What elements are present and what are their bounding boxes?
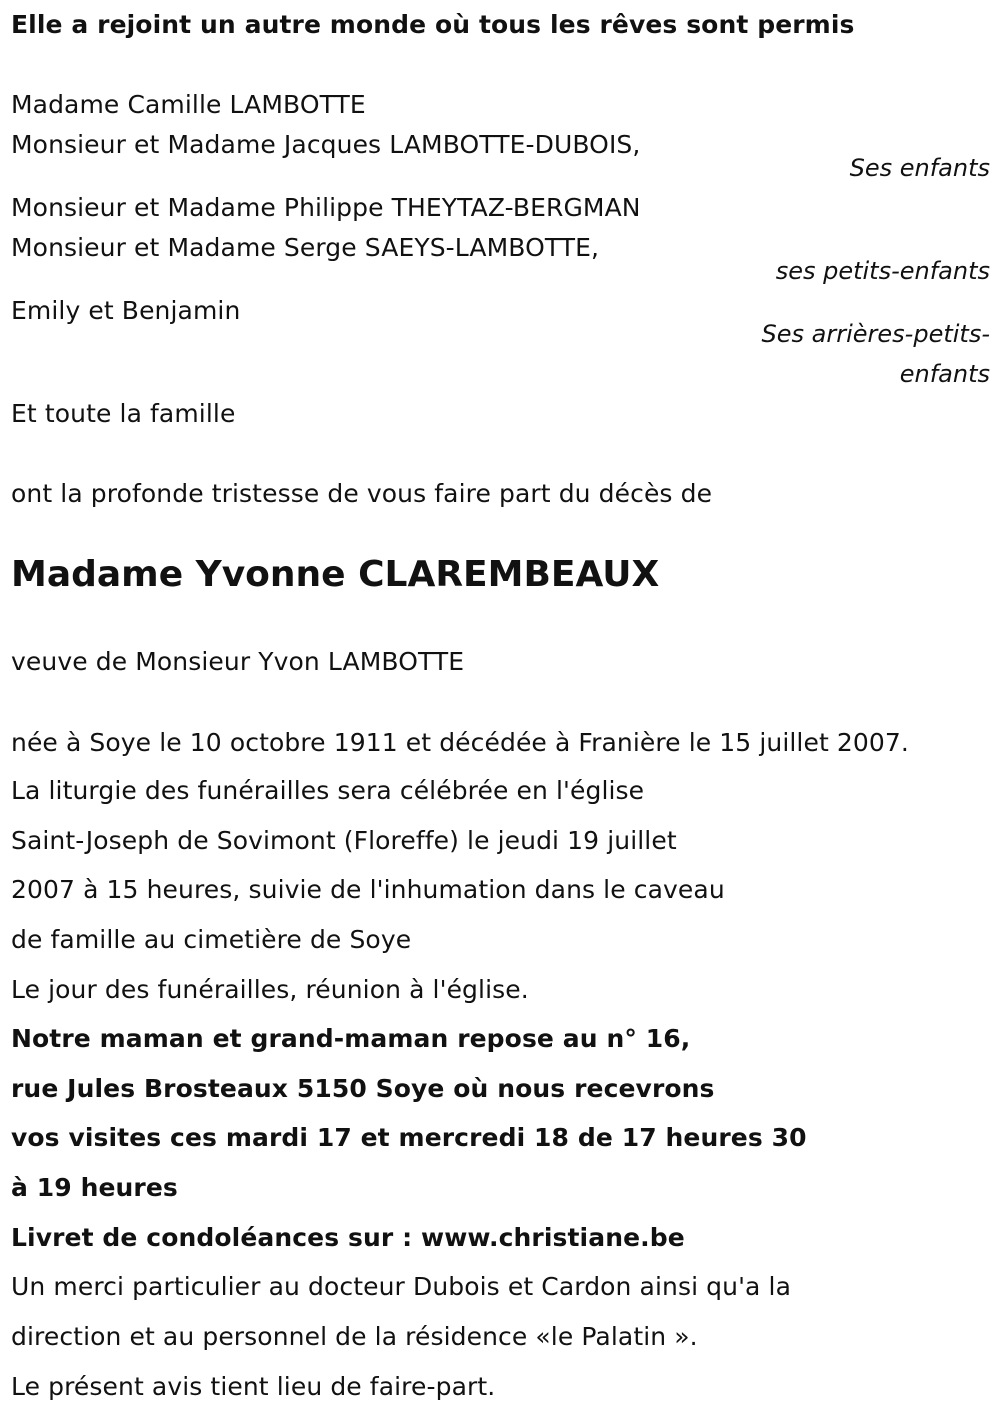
- epitaph-heading: Elle a rejoint un autre monde où tous les rêves sont permis: [11, 10, 855, 39]
- family-great-grandchildren: Emily et Benjamin: [11, 296, 241, 325]
- grandchildren-role-label: ses petits-enfants: [775, 257, 990, 285]
- detail-line-5: de famille au cimetière de Soye: [11, 925, 412, 954]
- visitation-line-3: vos visites ces mardi 17 et mercredi 18 de 17 heures 30: [11, 1123, 807, 1152]
- all-family-line: Et toute la famille: [11, 399, 236, 428]
- condolences-link-line[interactable]: Livret de condoléances sur : www.christiane.be: [11, 1223, 685, 1252]
- visitation-line-2: rue Jules Brosteaux 5150 Soye où nous recevrons: [11, 1074, 715, 1103]
- detail-line-3: Saint-Joseph de Sovimont (Floreffe) le jeudi 19 juillet: [11, 826, 677, 855]
- family-child-1: Madame Camille LAMBOTTE: [11, 90, 366, 119]
- deceased-name: Madame Yvonne CLAREMBEAUX: [11, 554, 660, 595]
- thanks-line-1: Un merci particulier au docteur Dubois et Cardon ainsi qu'a la: [11, 1272, 791, 1301]
- children-role-label: Ses enfants: [849, 154, 990, 182]
- great-grandchildren-role-label-line2: enfants: [899, 360, 990, 388]
- widow-of-line: veuve de Monsieur Yvon LAMBOTTE: [11, 647, 465, 676]
- detail-line-4: 2007 à 15 heures, suivie de l'inhumation dans le caveau: [11, 875, 725, 904]
- announcement-intro: ont la profonde tristesse de vous faire part du décès de: [11, 479, 713, 508]
- detail-line-1: née à Soye le 10 octobre 1911 et décédée à Franière le 15 juillet 2007.: [11, 728, 909, 757]
- thanks-line-2: direction et au personnel de la résidence «le Palatin ».: [11, 1322, 698, 1351]
- family-grandchild-1: Monsieur et Madame Philippe THEYTAZ-BERGMAN: [11, 193, 641, 222]
- closing-notice: Le présent avis tient lieu de faire-part.: [11, 1372, 496, 1401]
- family-grandchild-2: Monsieur et Madame Serge SAEYS-LAMBOTTE,: [11, 233, 600, 262]
- family-child-2: Monsieur et Madame Jacques LAMBOTTE-DUBOIS,: [11, 130, 641, 159]
- great-grandchildren-role-label-line1: Ses arrières-petits-: [761, 320, 990, 348]
- visitation-line-4: à 19 heures: [11, 1173, 178, 1202]
- detail-line-2: La liturgie des funérailles sera célébrée en l'église: [11, 776, 645, 805]
- visitation-line-1: Notre maman et grand-maman repose au n° 16,: [11, 1024, 691, 1053]
- detail-line-6: Le jour des funérailles, réunion à l'église.: [11, 975, 529, 1004]
